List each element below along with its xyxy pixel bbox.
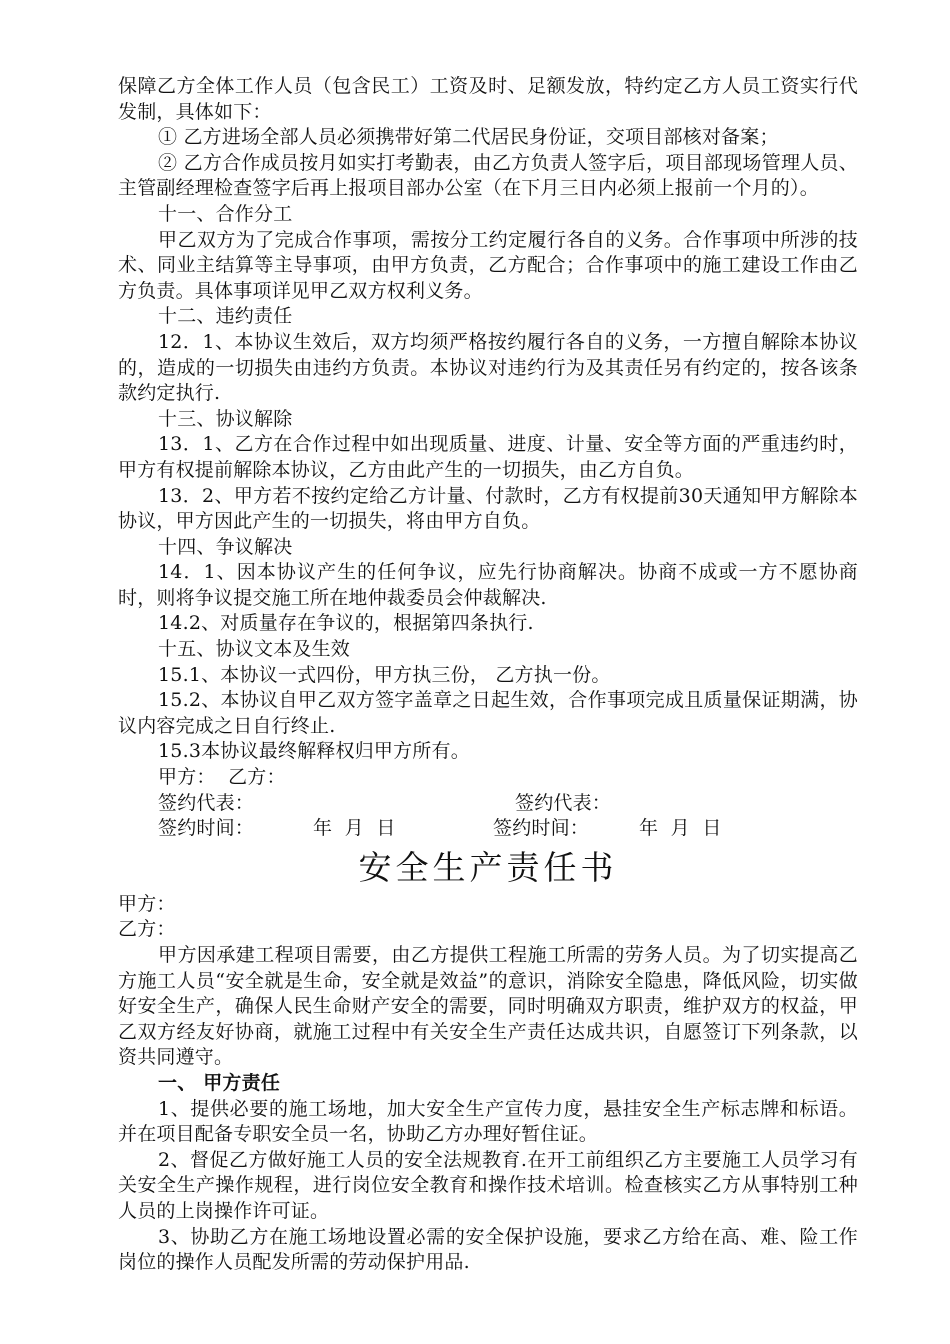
paragraph-item-1: ① 乙方进场全部人员必须携带好第二代居民身份证，交项目部核对备案； [158,126,779,149]
section-heading-15: 十五、协议文本及生效 [158,638,351,661]
signing-time-a: 签约时间： [158,817,255,840]
signing-representatives-row [118,791,858,817]
paragraph-14-1: 14．1、因本协议产生的任何争议，应先行协商解决。协商不成或一方不愿协商时，则将争议提交施工所在地仲裁委员会仲裁解决. [118,561,858,609]
paragraph-14-2: 14.2、对质量存在争议的，根据第四条执行. [158,612,534,635]
paragraph-section-11: 甲乙双方为了完成合作事项，需按分工约定履行各自的义务。合作事项中所涉的技术、同业主结算等主导事项，由甲方负责，乙方配合；合作事项中的施工建设工作由乙方负责。具体事项详见甲乙双方权利义务。 [118,228,858,302]
paragraph-duty-2: 2、督促乙方做好施工人员的安全法规教育.在开工前组织乙方主要施工人员学习有关安全生产操作规程，进行岗位安全教育和操作技术培训。检查核实乙方从事特别工种人员的上岗操作许可证。 [118,1148,858,1222]
paragraph-item-2: ② 乙方合作成员按月如实打考勤表，由乙方负责人签字后，项目部现场管理人员、主管副经理检查签字后再上报项目部办公室（在下月三日内必须上报前一个月的）。 [118,151,858,200]
section-heading-12: 十二、违约责任 [158,305,293,328]
safety-doc-title: 安全生产责任书 [358,847,618,887]
signing-date-b: 年 月 日 [639,817,722,840]
party-b-label: 乙方： [118,918,176,941]
section-heading-party-a-duties: 一、 甲方责任 [158,1071,281,1094]
signing-rep-b: 签约代表： [515,791,612,814]
signing-time-row [118,816,858,842]
paragraph-duty-1: 1、提供必要的施工场地，加大安全生产宣传力度，悬挂安全生产标志牌和标语。并在项目配备专职安全员一名，协助乙方办理好暂住证。 [118,1097,858,1146]
document-page [118,74,858,1276]
paragraph-12-1: 12．1、本协议生效后，双方均须严格按约履行各自的义务，一方擅自解除本协议的，造成的一切损失由违约方负责。本协议对违约行为及其责任另有约定的，按各该条款约定执行. [118,330,858,405]
signing-date-a: 年 月 日 [313,817,396,840]
paragraph-15-2: 15.2、本协议自甲乙双方签字盖章之日起生效，合作事项完成且质量保证期满，协议内容完成之日自行终止. [118,689,858,737]
paragraph-15-3: 15.3本协议最终解释权归甲方所有。 [158,740,470,763]
section-heading-14: 十四、争议解决 [158,535,293,558]
paragraph-13-2: 13．2、甲方若不按约定给乙方计量、付款时，乙方有权提前30天通知甲方解除本协议，甲方因此产生的一切损失，将由甲方自负。 [118,484,858,533]
party-a-label: 甲方： [118,892,176,915]
paragraph-duty-3: 3、协助乙方在施工场地设置必需的安全保护设施，要求乙方给在高、难、险工作岗位的操作人员配发所需的劳动保护用品. [118,1225,858,1274]
paragraph-13-1: 13．1、乙方在合作过程中如出现质量、进度、计量、安全等方面的严重违约时，甲方有权提前解除本协议，乙方由此产生的一切损失，由乙方自负。 [118,433,858,481]
paragraph-15-1: 15.1、本协议一式四份，甲方执三份， 乙方执一份。 [158,663,611,686]
paragraph-safety-intro: 甲方因承建工程项目需要，由乙方提供工程施工所需的劳务人员。为了切实提高乙方施工人员“安全就是生命，安全就是效益”的意识，消除安全隐患，降低风险，切实做好安全生产，确保人民生命财产安全的需要，同时明确双方职责，维护双方的权益，甲乙双方经友好协商，就施工过程中有关安全生产责任达成共识，自愿签订下列条款，以资共同遵守。 [118,944,858,1069]
section-heading-11: 十一、合作分工 [158,202,293,225]
signing-time-b: 签约时间： [493,817,590,840]
parties-line: 甲方： 乙方： [158,766,286,789]
paragraph-wage-intro: 保障乙方全体工作人员（包含民工）工资及时、足额发放，特约定乙方人员工资实行代发制，具体如下： [118,75,858,123]
section-heading-13: 十三、协议解除 [158,407,293,430]
signing-rep-a: 签约代表： [158,791,255,814]
